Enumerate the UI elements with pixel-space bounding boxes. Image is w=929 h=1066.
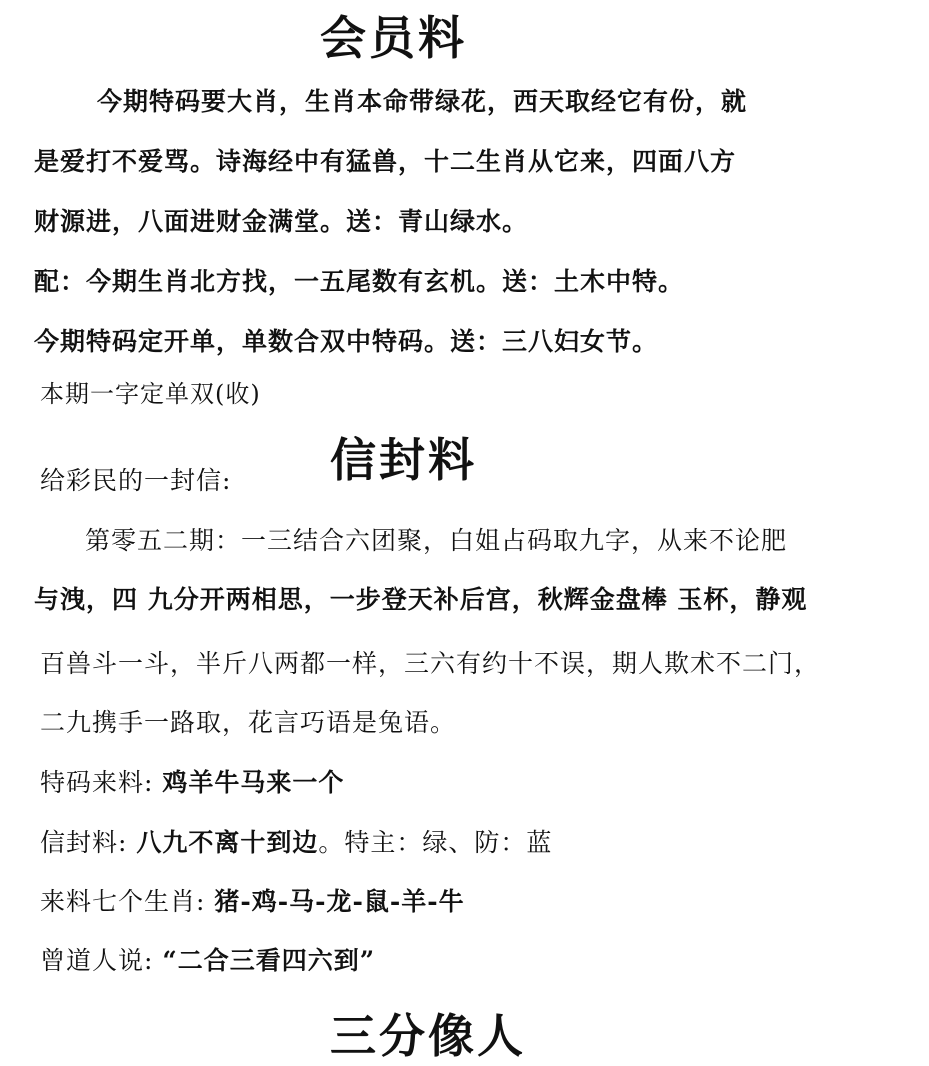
seven-zodiac-label: 来料七个生肖: [40,887,206,916]
section-title-three-parts: 三分像人 [330,1009,526,1063]
xinfeng-rest: 。特主：绿、防：蓝 [318,828,553,857]
seven-zodiac-line [40,882,465,918]
section-title-member: 会员料 [320,11,467,65]
tema-label: 特码来料: [40,768,154,797]
seven-zodiac-value: 猪-鸡-马-龙-鼠-羊-牛 [214,887,465,916]
poem-line: 百兽斗一斗，半斤八两都一样，三六有约十不误，期人欺术不二门， [40,649,821,678]
poem-line: 第零五二期：一三结合六团聚，白姐占码取九字，从来不论肥 [85,526,788,555]
xinfeng-value: 八九不离十到边 [136,828,319,857]
paragraph-line: 是爱打不爱骂。诗海经中有猛兽，十二生肖从它来，四面八方 [34,147,737,176]
poem-line: 二九携手一路取，花言巧语是兔语。 [40,708,457,737]
tema-line [40,763,344,799]
xinfeng-label: 信封料: [40,828,128,857]
daoren-line [40,941,375,977]
paragraph-line: 今期特码定开单，单数合双中特码。送：三八妇女节。 [34,327,659,356]
note-line: 本期一字定单双(收) [40,380,261,408]
tema-value: 鸡羊牛马来一个 [162,768,345,797]
poem-line: 与洩，四 九分开两相思，一步登天补后宫，秋辉金盘棒 玉杯，静观 [34,585,808,614]
section-title-envelope: 信封料 [330,433,477,487]
paragraph-line: 财源进，八面进财金满堂。送：青山绿水。 [34,207,529,236]
daoren-label: 曾道人说: [40,946,154,975]
paragraph-line: 配：今期生肖北方找，一五尾数有玄机。送：土木中特。 [34,267,685,296]
paragraph-line: 今期特码要大肖，生肖本命带绿花，西天取经它有份，就 [97,87,748,116]
greeting-text: 给彩民的一封信: [40,466,232,495]
xinfeng-line [40,823,552,859]
daoren-value: “二合三看四六到” [162,946,376,975]
